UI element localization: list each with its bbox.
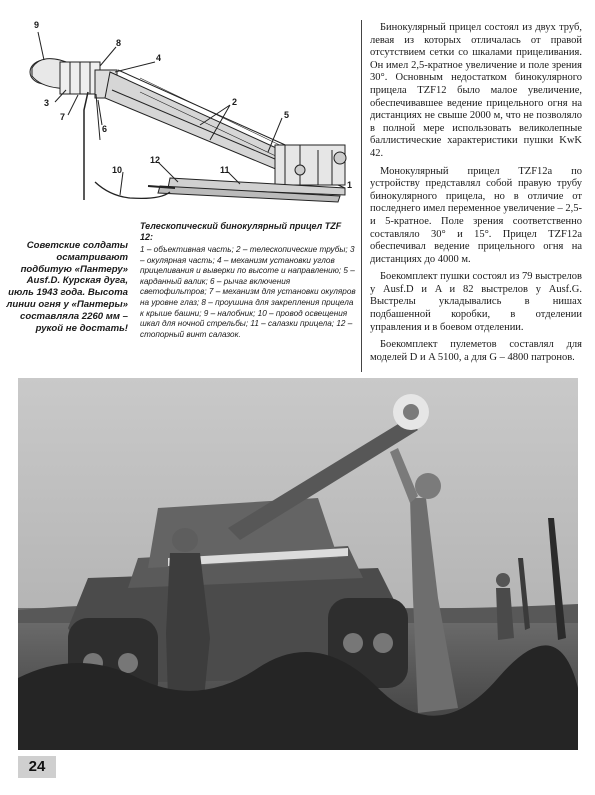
callout-6: 6 <box>102 124 108 134</box>
callout-4: 4 <box>156 53 162 63</box>
callout-8: 8 <box>116 38 122 48</box>
figure-caption-text: 1 – объективная часть; 2 – телескопические трубы; 3 – окулярная часть; 4 – механизм установки углов прицеливания и выверки по высоте и направлению; 5 – карданный валик; 6 – рычаг включения светофильтров; 7 – механизм для установки окуляров на уровне глаз; 8 – проушина для закрепления прицела к крыше башни; 9 – налобник; 10 – провод освещения шкал для ночной стрельбы; 11 – салазки прицела; 12 – стопорный винт салазок. <box>140 245 356 339</box>
column-divider <box>361 20 362 372</box>
figure-caption-title: Телескопический бинокулярный прицел TZF 12: <box>140 221 342 242</box>
callout-9: 9 <box>34 20 40 30</box>
sight-drawing <box>0 0 360 215</box>
body-paragraph-3: Боекомплект пушки состоял из 79 выстрелов у Ausf.D и A и 82 выстрелов у Ausf.G. Выстрелы укладывались в нишах подбашенной коробки, в отделении управления и в боевом отделении. <box>370 271 582 333</box>
callout-3: 3 <box>44 98 50 108</box>
callout-1: 1 <box>347 180 353 190</box>
body-paragraph-4: Боекомплект пулеметов составлял для моделей D и A 5100, а для G – 4800 патронов. <box>370 339 582 363</box>
callout-12: 12 <box>150 155 161 165</box>
callout-10: 10 <box>112 165 123 175</box>
callout-11: 11 <box>220 165 230 175</box>
body-paragraph-1: Бинокулярный прицел состоял из двух труб, левая из которых отличалась от правой отсутствием сетки со шкалами прицеливания. Он имел 2,5-кратное увеличение и поле зрения 30°. Основным недостатком бинокулярного прицела TZF12 было малое увеличение, обеспечивавшее ведение прицельного огня на дистанциях не свыше 2000 м, что не позволяло в полной мере использовать великолепные баллистические характеристики пушки KwK 42. <box>370 22 582 159</box>
page-number: 24 <box>18 756 56 778</box>
callout-7: 7 <box>60 112 66 122</box>
callout-5: 5 <box>284 110 290 120</box>
photo-caption: Советские солдаты осматривают подбитую «Пантеру» Ausf.D. Курская дуга, июль 1943 года. Высота линии огня у «Пантеры» составляла 2260 мм – рукой не достать! <box>6 240 128 334</box>
figure-caption <box>140 221 356 340</box>
body-text <box>370 22 582 369</box>
body-paragraph-2: Монокулярный прицел TZF12a по устройству представлял собой правую трубу бинокулярного прицела, но в отличие от последнего имел переменное увеличение – 2,5- и 5-кратное. Поле зрения соответственно составляло 30° и 15°. Прицел TZF12a обеспечивал ведение прицельного огня на дистанциях до 4000 м. <box>370 165 582 265</box>
callout-2: 2 <box>232 97 238 107</box>
tank-photo <box>18 378 578 750</box>
